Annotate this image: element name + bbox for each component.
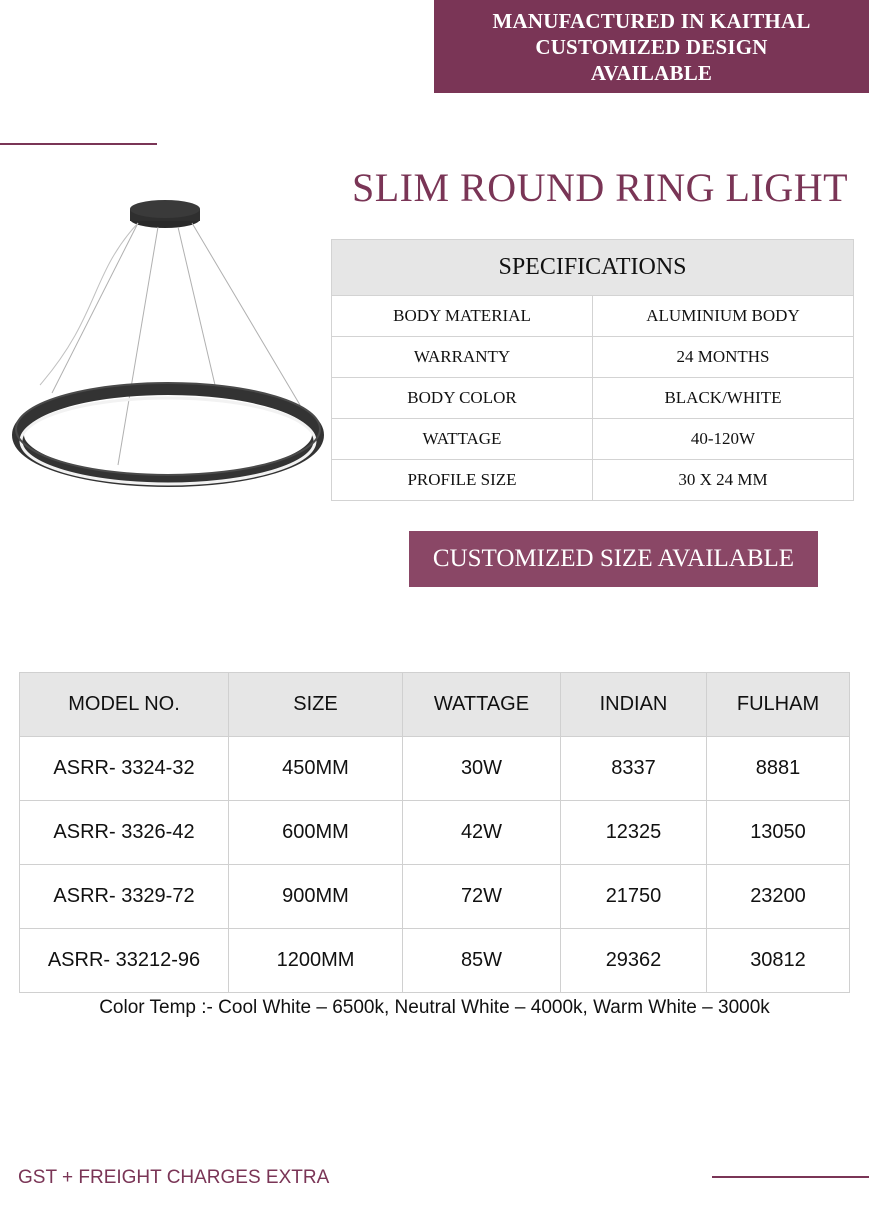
spec-row bbox=[332, 337, 854, 378]
table-row bbox=[20, 865, 850, 929]
spec-label: PROFILE SIZE bbox=[332, 460, 593, 501]
column-header-fulham: FULHAM bbox=[707, 673, 850, 737]
cell-wattage: 42W bbox=[403, 801, 561, 865]
cell-fulham: 30812 bbox=[707, 929, 850, 993]
models-header-row bbox=[20, 673, 850, 737]
table-row bbox=[20, 737, 850, 801]
cell-indian: 8337 bbox=[561, 737, 707, 801]
cell-wattage: 72W bbox=[403, 865, 561, 929]
spec-value: 40-120W bbox=[593, 419, 854, 460]
decorative-rule-bottom bbox=[712, 1176, 869, 1178]
cell-indian: 12325 bbox=[561, 801, 707, 865]
cell-model: ASRR- 33212-96 bbox=[20, 929, 229, 993]
spec-row bbox=[332, 419, 854, 460]
cell-indian: 29362 bbox=[561, 929, 707, 993]
cell-size: 450MM bbox=[229, 737, 403, 801]
ring-light-image bbox=[10, 195, 326, 495]
cell-wattage: 30W bbox=[403, 737, 561, 801]
spec-label: WARRANTY bbox=[332, 337, 593, 378]
cell-model: ASRR- 3326-42 bbox=[20, 801, 229, 865]
spec-value: 24 MONTHS bbox=[593, 337, 854, 378]
spec-row bbox=[332, 460, 854, 501]
product-title: SLIM ROUND RING LIGHT bbox=[351, 165, 849, 210]
spec-row bbox=[332, 378, 854, 419]
table-row bbox=[20, 801, 850, 865]
cell-model: ASRR- 3329-72 bbox=[20, 865, 229, 929]
spec-value: 30 X 24 MM bbox=[593, 460, 854, 501]
banner-line-1: MANUFACTURED IN KAITHAL bbox=[492, 9, 811, 33]
column-header-model: MODEL NO. bbox=[20, 673, 229, 737]
column-header-wattage: WATTAGE bbox=[403, 673, 561, 737]
spec-row bbox=[332, 296, 854, 337]
customized-size-badge: CUSTOMIZED SIZE AVAILABLE bbox=[409, 531, 818, 587]
models-table bbox=[19, 672, 850, 993]
footer-note: GST + FREIGHT CHARGES EXTRA bbox=[18, 1167, 330, 1188]
spec-value: ALUMINIUM BODY bbox=[593, 296, 854, 337]
spec-value: BLACK/WHITE bbox=[593, 378, 854, 419]
specifications-header: SPECIFICATIONS bbox=[332, 240, 854, 296]
cell-model: ASRR- 3324-32 bbox=[20, 737, 229, 801]
banner-line-2: CUSTOMIZED DESIGN bbox=[535, 35, 768, 59]
cell-size: 1200MM bbox=[229, 929, 403, 993]
cell-size: 900MM bbox=[229, 865, 403, 929]
table-row bbox=[20, 929, 850, 993]
column-header-indian: INDIAN bbox=[561, 673, 707, 737]
spec-label: BODY MATERIAL bbox=[332, 296, 593, 337]
cell-fulham: 23200 bbox=[707, 865, 850, 929]
specifications-table bbox=[331, 239, 854, 501]
cell-indian: 21750 bbox=[561, 865, 707, 929]
banner-line-3: AVAILABLE bbox=[590, 61, 713, 85]
cell-fulham: 8881 bbox=[707, 737, 850, 801]
column-header-size: SIZE bbox=[229, 673, 403, 737]
color-temperature-note: Color Temp :- Cool White – 6500k, Neutral White – 4000k, Warm White – 3000k bbox=[99, 997, 770, 1018]
decorative-rule-top bbox=[0, 143, 157, 145]
cell-fulham: 13050 bbox=[707, 801, 850, 865]
spec-label: WATTAGE bbox=[332, 419, 593, 460]
spec-label: BODY COLOR bbox=[332, 378, 593, 419]
cell-wattage: 85W bbox=[403, 929, 561, 993]
cell-size: 600MM bbox=[229, 801, 403, 865]
header-banner bbox=[434, 0, 869, 93]
